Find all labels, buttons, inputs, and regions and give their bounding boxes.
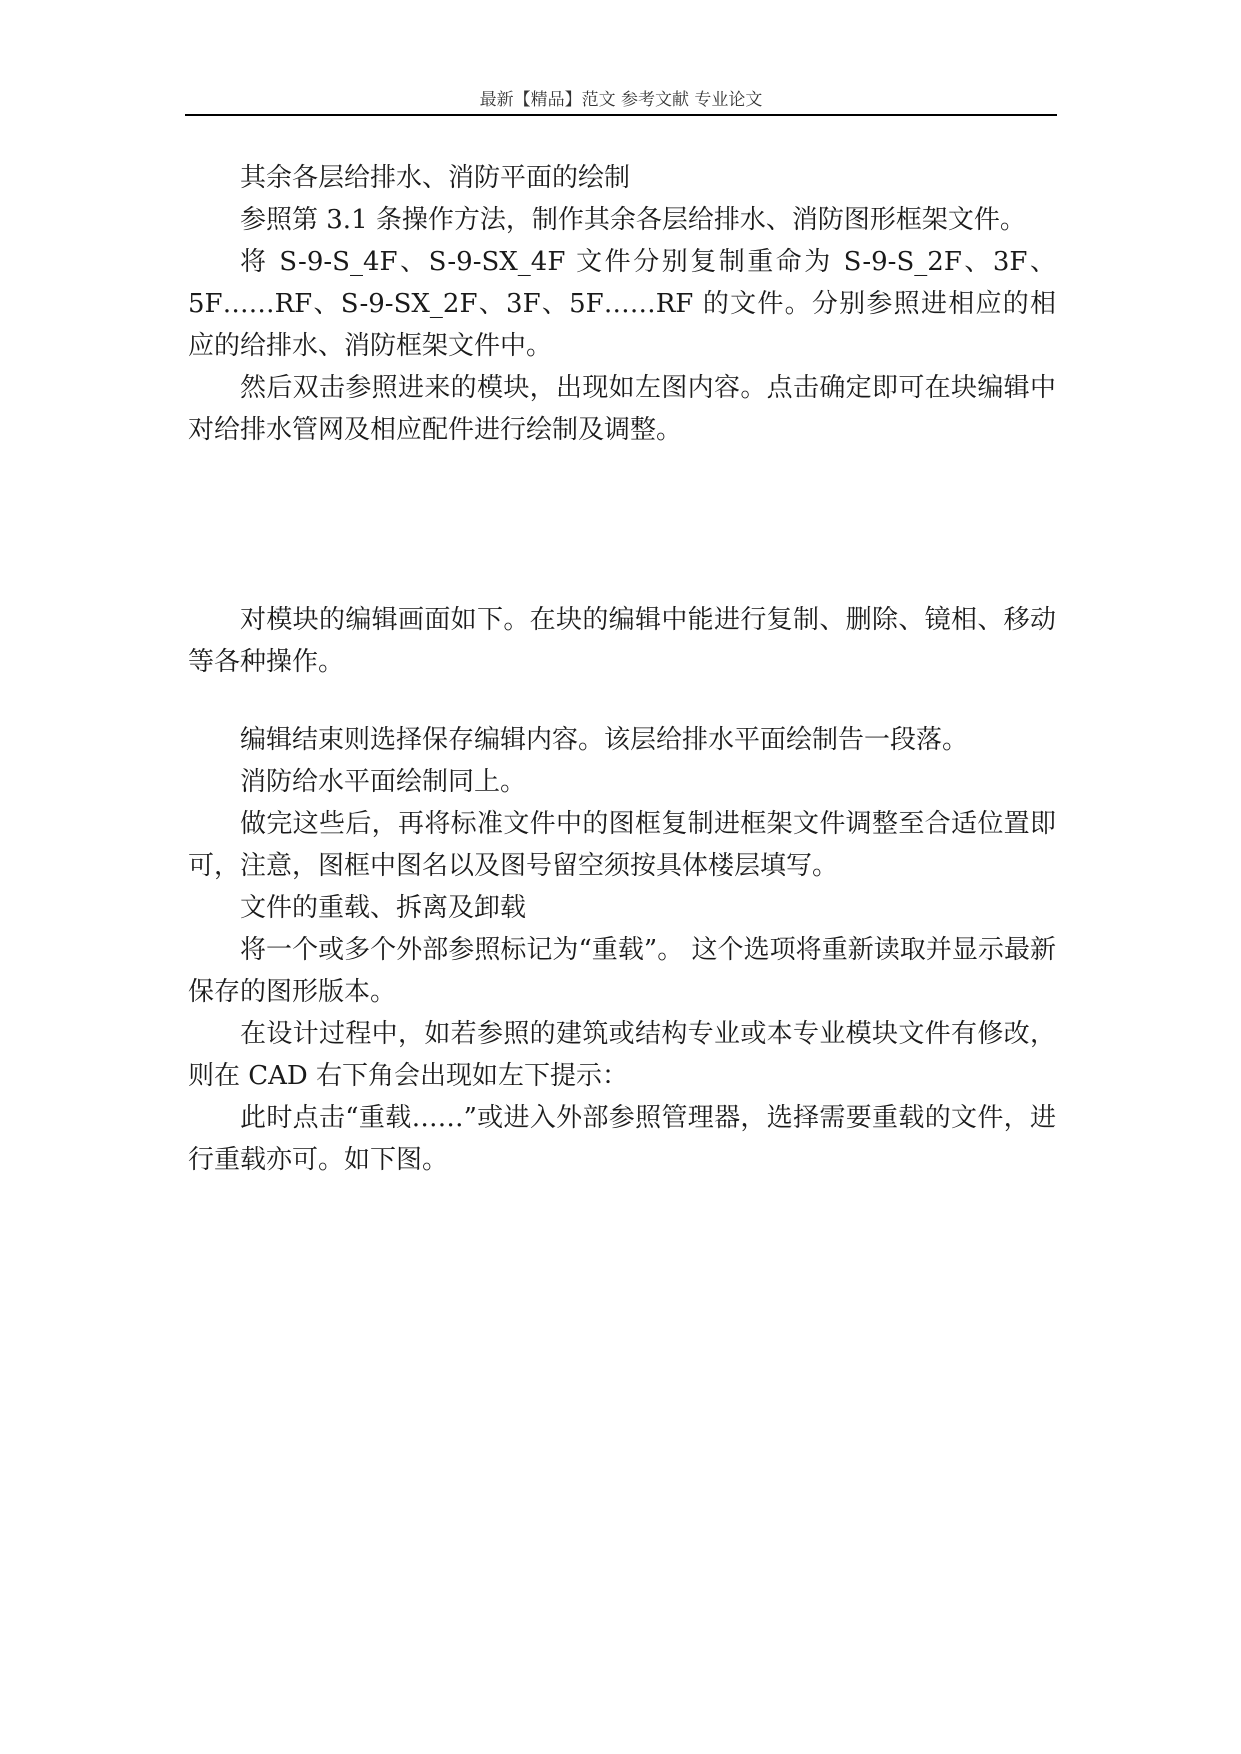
figure-placeholder <box>188 451 1056 599</box>
paragraph-cad-notification: 在设计过程中，如若参照的建筑或结构专业或本专业模块文件有修改，则在 CAD 右下角会出现如左下提示： <box>188 1019 1056 1091</box>
paragraph-double-click-module: 然后双击参照进来的模块，出现如左图内容。点击确定即可在块编辑中对给排水管网及相应配件进行绘制及调整。 <box>188 373 1056 445</box>
paragraph-fire-water-same: 消防给水平面绘制同上。 <box>240 767 527 797</box>
paragraph-module-edit-screen: 对模块的编辑画面如下。在块的编辑中能进行复制、删除、镜相、移动等各种操作。 <box>188 605 1056 677</box>
paragraph-reference-method: 参照第 3.1 条操作方法，制作其余各层给排水、消防图形框架文件。 <box>240 205 1026 235</box>
document-body <box>188 157 1056 1181</box>
paragraph-save-edit: 编辑结束则选择保存编辑内容。该层给排水平面绘制告一段落。 <box>240 725 969 755</box>
section-heading-other-floors: 其余各层给排水、消防平面的绘制 <box>240 163 631 193</box>
section-heading-reload-detach-unload: 文件的重载、拆离及卸载 <box>240 893 527 923</box>
paragraph-click-reload: 此时点击“重载……”或进入外部参照管理器，选择需要重载的文件，进行重载亦可。如下图。 <box>188 1103 1056 1175</box>
paragraph-copy-rename-files: 将 S-9-S_4F、S-9-SX_4F 文件分别复制重命为 S-9-S_2F、3F、5F……RF、S-9-SX_2F、3F、5F……RF 的文件。分别参照进相应的相应的给排水、消防框架文件中。 <box>188 247 1056 361</box>
paragraph-copy-frame: 做完这些后，再将标准文件中的图框复制进框架文件调整至合适位置即可，注意，图框中图名以及图号留空须按具体楼层填写。 <box>188 809 1056 881</box>
spacer <box>188 683 1056 719</box>
page-header: 最新【精品】范文 参考文献 专业论文 <box>479 90 763 110</box>
paragraph-reload-definition: 将一个或多个外部参照标记为“重载”。 这个选项将重新读取并显示最新保存的图形版本。 <box>188 935 1056 1007</box>
header-divider <box>185 114 1057 116</box>
